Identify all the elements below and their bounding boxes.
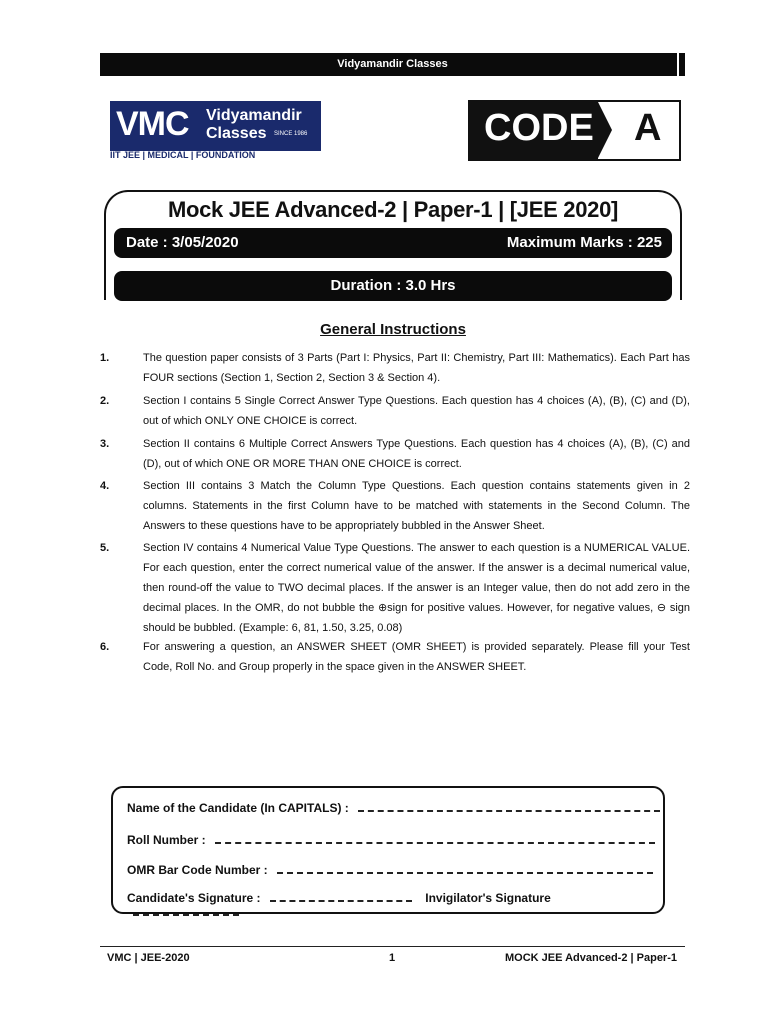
logo-name-line1: Vidyamandir bbox=[206, 107, 302, 124]
instruction-text: Section I contains 5 Single Correct Answer Type Questions. Each question has 4 choices (A), (B), (C) and (D), out of which ONLY ONE CHOICE is correct. bbox=[143, 395, 690, 427]
candidate-name-label: Name of the Candidate (In CAPITALS) : bbox=[127, 801, 349, 815]
footer-left: VMC | JEE-2020 bbox=[107, 952, 190, 964]
date-marks-bar bbox=[114, 228, 672, 258]
candidate-signature-field[interactable] bbox=[270, 892, 412, 902]
candidate-name-row bbox=[127, 801, 660, 815]
omr-code-label: OMR Bar Code Number : bbox=[127, 863, 268, 877]
exam-date: Date : 3/05/2020 bbox=[126, 234, 239, 251]
instruction-item bbox=[100, 538, 690, 638]
instruction-item bbox=[100, 391, 690, 431]
instruction-text: Section II contains 6 Multiple Correct Answers Type Questions. Each question has 4 choices (A), (B), (C) and (D), out of which ONE OR MORE THAN ONE CHOICE is correct. bbox=[143, 438, 690, 470]
roll-number-field[interactable] bbox=[215, 834, 655, 844]
code-label: CODE bbox=[484, 107, 594, 149]
vmc-logo bbox=[110, 101, 321, 151]
maximum-marks: Maximum Marks : 225 bbox=[506, 234, 662, 251]
institute-name: Vidyamandir Classes bbox=[337, 58, 448, 70]
candidate-details-box bbox=[111, 786, 665, 914]
footer-divider bbox=[100, 946, 685, 947]
roll-number-label: Roll Number : bbox=[127, 833, 206, 847]
duration-bar bbox=[114, 271, 672, 301]
invigilator-signature-label: Invigilator's Signature bbox=[425, 891, 551, 905]
page-number: 1 bbox=[389, 952, 396, 964]
instruction-item bbox=[100, 434, 690, 474]
paper-code-box bbox=[468, 100, 681, 161]
instructions-title: General Instructions bbox=[320, 321, 466, 338]
instruction-number: 4. bbox=[100, 480, 110, 492]
logo-mark: VMC bbox=[116, 105, 189, 143]
instruction-number: 1. bbox=[100, 352, 110, 364]
instruction-text: Section IV contains 4 Numerical Value Type Questions. The answer to each question is a NUMERICAL VALUE. For each question, enter the correct numerical value of the answer. If the answer is a decimal numerical value, then round-off the value to TWO decimal places. If the answer is an Integer value, then do not add zero in the decimal places. In the OMR, do not bubble the ⊕sign for positive values. However, for negative values, ⊖ sign should be bubbled. (Example: 6, 81, 1.50, 3.25, 0.08) bbox=[143, 542, 690, 634]
logo-since: SINCE 1986 bbox=[274, 131, 308, 137]
instruction-item bbox=[100, 637, 690, 677]
exam-duration: Duration : 3.0 Hrs bbox=[330, 277, 456, 294]
signature-row bbox=[127, 891, 663, 919]
instruction-number: 5. bbox=[100, 542, 110, 554]
logo-tagline: IIT JEE | MEDICAL | FOUNDATION bbox=[110, 150, 256, 160]
exam-title: Mock JEE Advanced-2 | Paper-1 | [JEE 2020] bbox=[167, 197, 619, 222]
instruction-text: Section III contains 3 Match the Column Type Questions. Each question contains statements given in 2 columns. Statements in the first Column have to be matched with statements in the Second Column. The Answers to these questions have to be appropriately bubbled in the Answer Sheet. bbox=[143, 480, 690, 532]
institute-header-bar bbox=[100, 53, 685, 76]
omr-code-row bbox=[127, 863, 653, 877]
instruction-text: For answering a question, an ANSWER SHEET (OMR SHEET) is provided separately. Please fill your Test Code, Roll No. and Group properly in the space given in the ANSWER SHEET. bbox=[143, 641, 690, 673]
instruction-number: 2. bbox=[100, 395, 110, 407]
instruction-item bbox=[100, 476, 690, 536]
candidate-signature-label: Candidate's Signature : bbox=[127, 891, 261, 905]
code-arrow-icon bbox=[598, 102, 612, 158]
instruction-item bbox=[100, 348, 690, 388]
candidate-name-field[interactable] bbox=[358, 802, 660, 812]
footer-right: MOCK JEE Advanced-2 | Paper-1 bbox=[505, 952, 677, 964]
roll-number-row bbox=[127, 833, 655, 847]
omr-code-field[interactable] bbox=[277, 864, 653, 874]
code-letter: A bbox=[634, 107, 662, 149]
instruction-text: The question paper consists of 3 Parts (Part I: Physics, Part II: Chemistry, Part III: Mathematics). Each Part has FOUR sections (Section 1, Section 2, Section 3 & Section 4). bbox=[143, 352, 690, 384]
logo-name-line2: Classes bbox=[206, 125, 267, 142]
header-bar-notch bbox=[677, 53, 679, 76]
instruction-number: 6. bbox=[100, 641, 110, 653]
invigilator-signature-field[interactable] bbox=[133, 906, 239, 916]
instruction-number: 3. bbox=[100, 438, 110, 450]
